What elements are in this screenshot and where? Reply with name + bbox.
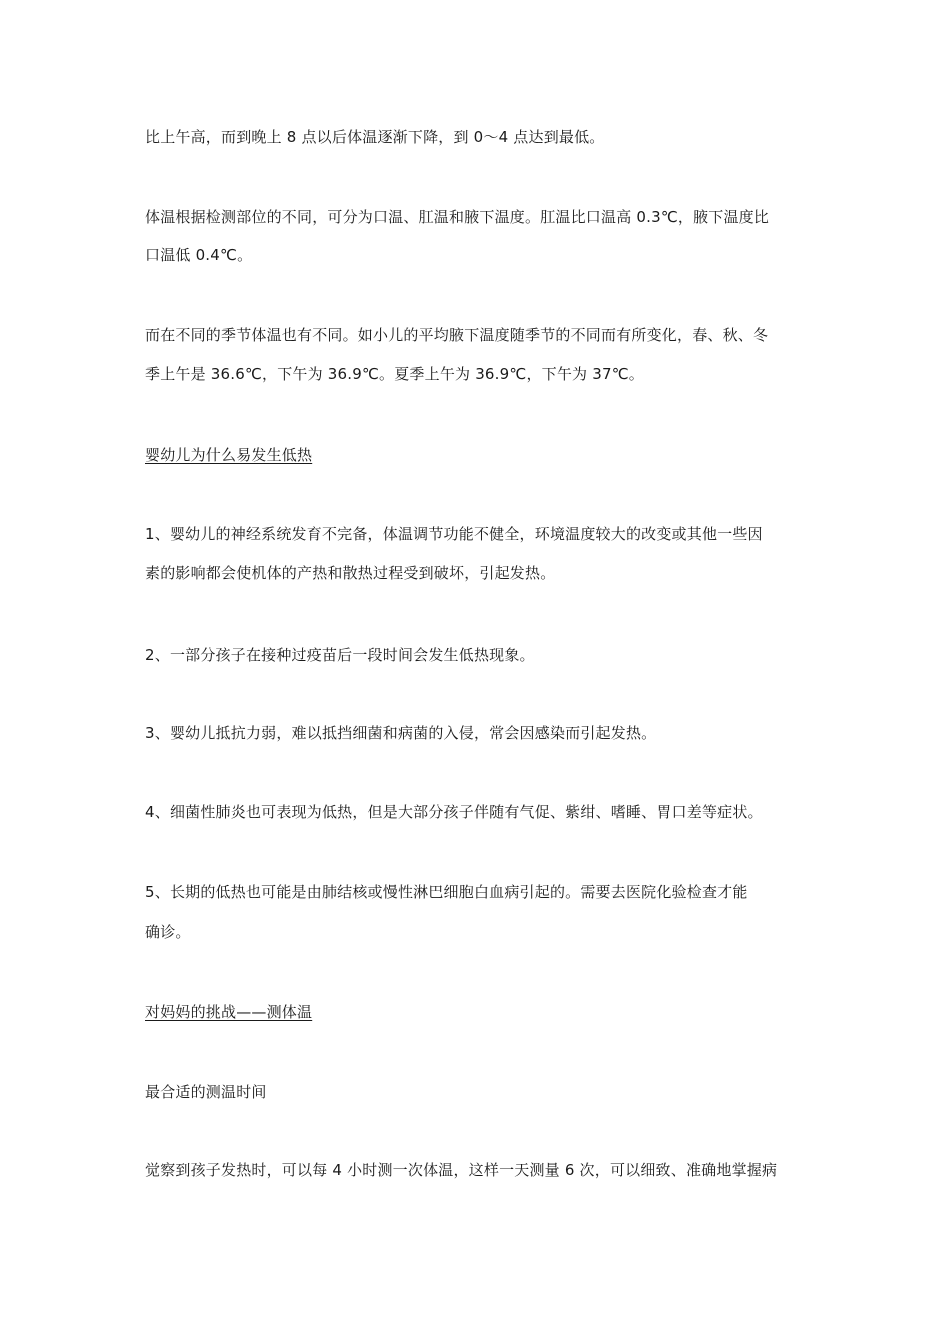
list-item: 3、婴幼儿抵抗力弱，难以抵挡细菌和病菌的入侵，常会因感染而引起发热。 xyxy=(145,724,657,742)
paragraph-line: 比上午高，而到晚上 8 点以后体温逐渐下降，到 0～4 点达到最低。 xyxy=(145,128,605,146)
subheading: 最合适的测温时间 xyxy=(145,1083,267,1101)
paragraph-line: 觉察到孩子发热时，可以每 4 小时测一次体温，这样一天测量 6 次，可以细致、准确地掌握病 xyxy=(145,1161,778,1179)
section-heading: 婴幼儿为什么易发生低热 xyxy=(145,446,313,464)
list-item-continuation: 素的影响都会使机体的产热和散热过程受到破坏，引起发热。 xyxy=(145,564,556,582)
list-item: 1、婴幼儿的神经系统发育不完备，体温调节功能不健全，环境温度较大的改变或其他一些因 xyxy=(145,525,763,543)
list-item: 2、一部分孩子在接种过疫苗后一段时间会发生低热现象。 xyxy=(145,646,535,664)
paragraph-line: 口温低 0.4℃。 xyxy=(145,246,253,264)
list-item: 4、细菌性肺炎也可表现为低热，但是大部分孩子伴随有气促、紫绀、嗜睡、胃口差等症状。 xyxy=(145,803,763,821)
paragraph-line: 而在不同的季节体温也有不同。如小儿的平均腋下温度随季节的不同而有所变化，春、秋、冬 xyxy=(145,326,769,344)
list-item: 5、长期的低热也可能是由肺结核或慢性淋巴细胞白血病引起的。需要去医院化验检查才能 xyxy=(145,883,748,901)
list-item-continuation: 确诊。 xyxy=(145,923,191,941)
paragraph-line: 季上午是 36.6℃，下午为 36.9℃。夏季上午为 36.9℃，下午为 37℃。 xyxy=(145,365,644,383)
paragraph-line: 体温根据检测部位的不同，可分为口温、肛温和腋下温度。肛温比口温高 0.3℃，腋下温度比 xyxy=(145,208,770,226)
section-heading: 对妈妈的挑战——测体温 xyxy=(145,1003,313,1021)
